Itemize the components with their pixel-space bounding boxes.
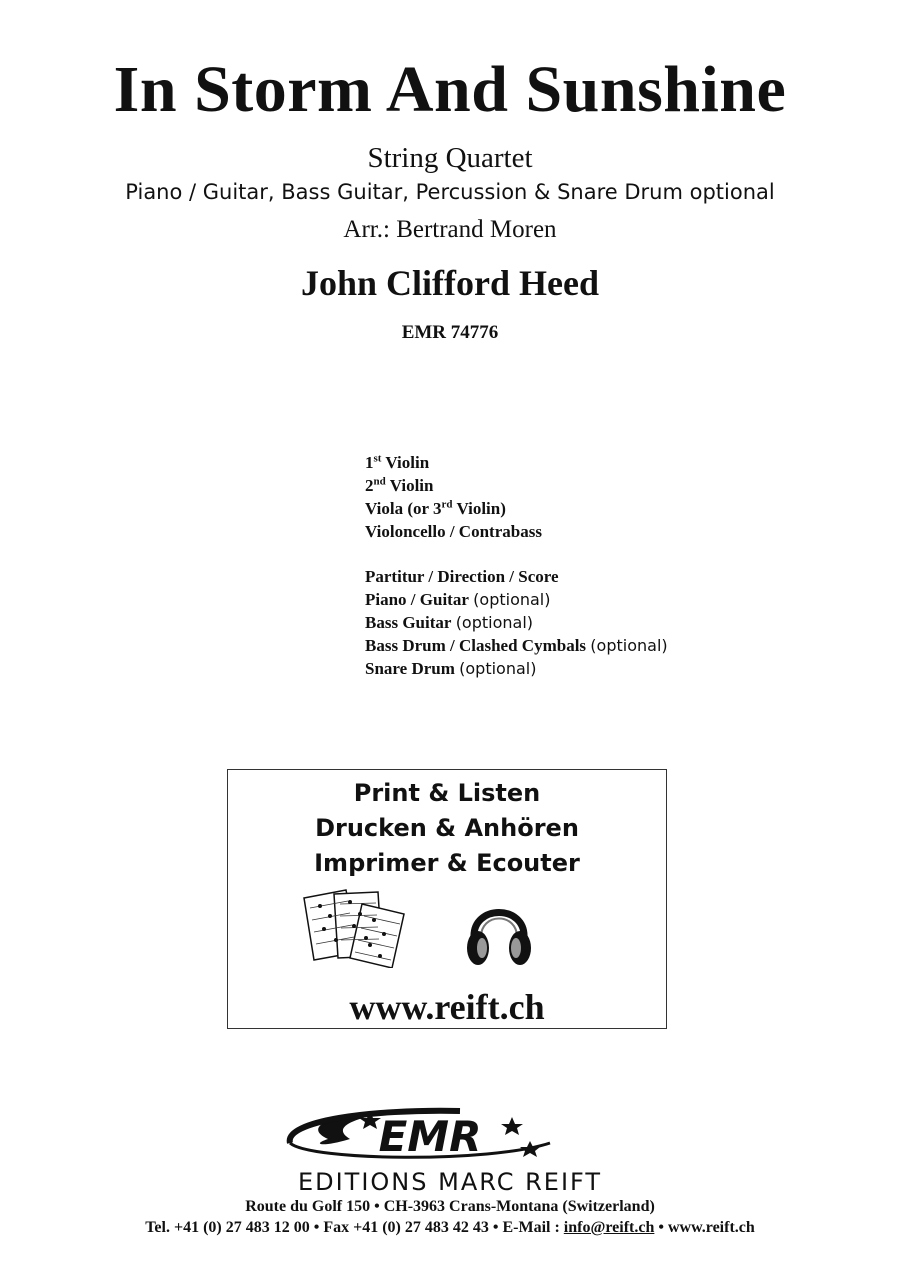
catalog-number: EMR 74776: [401, 322, 499, 343]
promo-line-french: Imprimer & Ecouter: [314, 849, 580, 877]
subtitle: String Quartet: [367, 142, 533, 174]
promo-line-german: Drucken & Anhören: [315, 814, 579, 842]
contact-website[interactable]: • www.reift.ch: [654, 1219, 755, 1236]
list-item: Snare Drum (optional): [365, 659, 537, 678]
list-item: 2nd Violin: [365, 475, 434, 495]
list-item: Violoncello / Contrabass: [365, 522, 542, 541]
list-item: 1st Violin: [365, 452, 430, 472]
email-link[interactable]: info@reift.ch: [563, 1219, 655, 1236]
website-url[interactable]: www.reift.ch: [349, 987, 545, 1027]
publisher-name: EDITIONS MARC REIFT: [297, 1168, 603, 1196]
list-item: Viola (or 3rd Violin): [365, 498, 506, 518]
list-item: Partitur / Direction / Score: [365, 567, 559, 586]
publisher-address: Route du Golf 150 • CH-3963 Crans-Montana (Switzerland): [245, 1198, 655, 1215]
headphones-icon: [464, 894, 534, 970]
print-listen-box: [227, 769, 667, 1029]
string-parts-list: [365, 451, 542, 543]
promo-line-english: Print & Listen: [353, 779, 541, 807]
instrumentation: Piano / Guitar, Bass Guitar, Percussion & Snare Drum optional: [125, 180, 775, 204]
list-item: Bass Drum / Clashed Cymbals (optional): [365, 636, 668, 655]
list-item: Piano / Guitar (optional): [365, 590, 551, 609]
composer: John Clifford Heed: [300, 263, 599, 303]
contact-phone-fax: Tel. +41 (0) 27 483 12 00 • Fax +41 (0) 27 483 42 43 • E-Mail :: [145, 1219, 564, 1236]
sheet-music-icon: [300, 888, 412, 968]
logo-text: EMR: [378, 1112, 482, 1161]
page-title: In Storm And Sunshine: [113, 53, 787, 126]
publisher-contact: [0, 1219, 900, 1237]
other-parts-list: [365, 565, 668, 680]
list-item: Bass Guitar (optional): [365, 613, 534, 632]
emr-logo: [250, 1105, 650, 1167]
arranger: Arr.: Bertrand Moren: [343, 216, 557, 243]
